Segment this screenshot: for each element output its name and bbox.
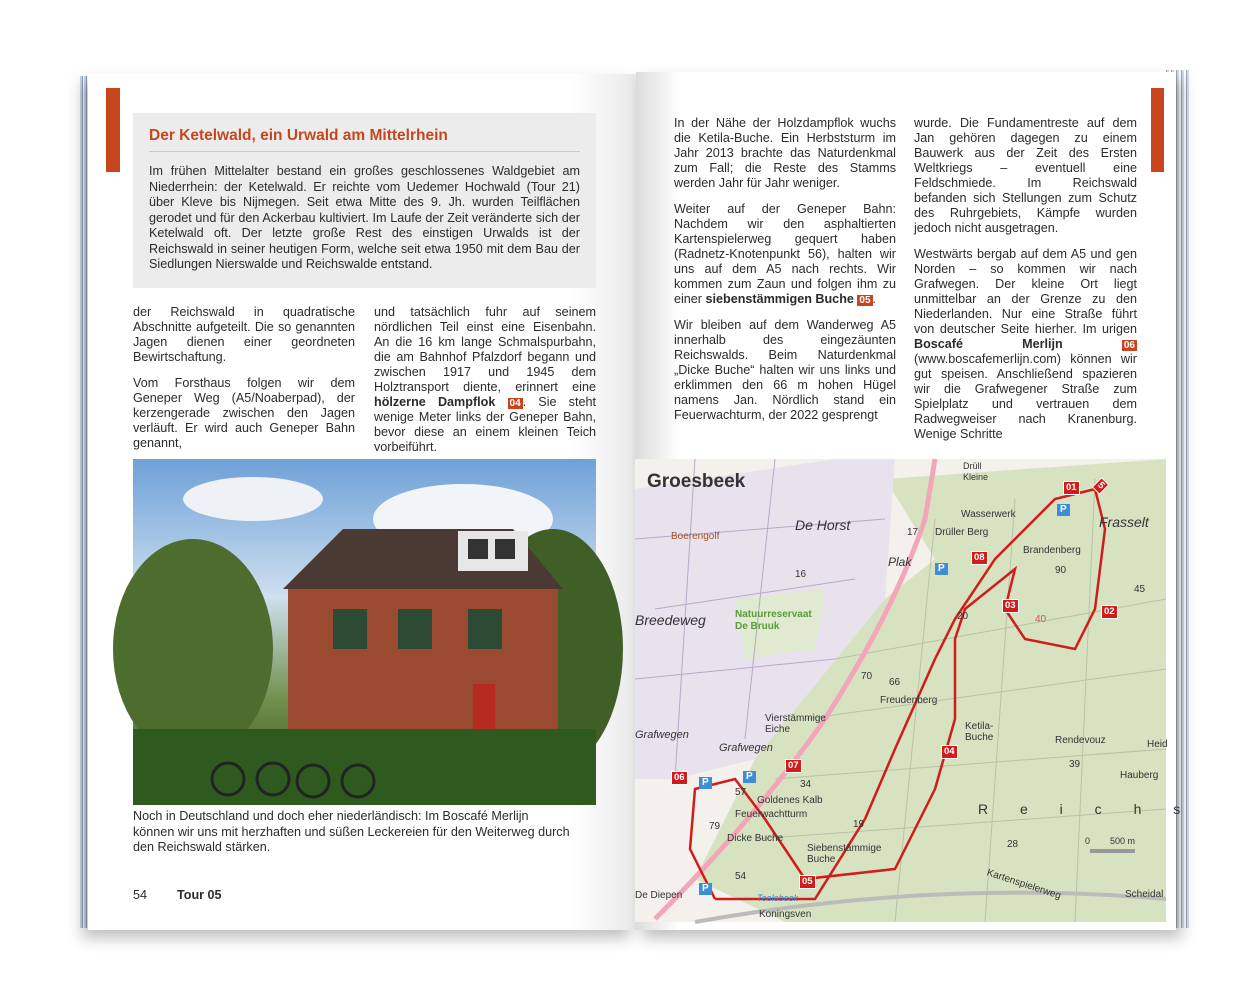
map-height: 79 [709, 821, 721, 832]
left-column-2 [374, 305, 596, 466]
paragraph: In der Nähe der Holzdampflok wuchs die Ketila-Buche. Ein Herbststurm im Jahr 2013 brachte das Naturdenkmal zum Fall; die Reste des Stamms werden Jahr für Jahr weniger. [674, 116, 896, 190]
waypoint-marker: 05 [799, 875, 816, 889]
map-height: 66 [889, 677, 901, 688]
waypoint-badge: 06 [1123, 340, 1135, 351]
route-map [635, 459, 1195, 922]
map-height: 70 [861, 671, 873, 682]
map-label: Grafwegen [635, 729, 689, 741]
map-height: 40 [1035, 614, 1047, 625]
waypoint-badge: 05 [859, 295, 871, 306]
paragraph: Westwärts bergab auf dem A5 und gen Norden – so kommen wir nach Grafwegen. Der kleine Ort liegt unmittelbar an der Grenze zu den Niederlanden. Nur eine Straße führt von deutscher Seite hierher. Im urigen Boscafé Merlijn 06 (www.boscafemerlijn.com) können wir gut speisen. Anschließend spazieren wir die Grafwegener Straße zum Spielplatz und vertrauen dem Radwegweiser nach Kranenburg. Wenige Schritte [914, 247, 1137, 441]
map-height: 54 [735, 871, 747, 882]
map-label: Teelebeek [757, 893, 799, 903]
map-height: 16 [795, 569, 807, 580]
map-label: Ketila-Buche [965, 721, 994, 743]
info-box-title: Der Ketelwald, ein Urwald am Mittelrhein [149, 127, 580, 152]
paragraph: Weiter auf der Geneper Bahn: Nachdem wir den asphaltierten Kartenspielerweg gequert haben (Radnetz-Knotenpunkt 56), halten wir uns auf dem A5 nach rechts. Wir kommen zum Zaun und folgen ihm zu einer siebenstämmigen Buche 05 . [674, 202, 896, 306]
paragraph: der Reichswald in quadratische Abschnitte aufgeteilt. Die so genannten Jagen dienen einer geordneten Bewirtschaftung. [133, 305, 355, 364]
waypoint-marker: 07 [785, 759, 802, 773]
paragraph: und tatsächlich fuhr auf seinem nördlichen Teil einst eine Eisenbahn. An die 16 km lange Schmalspurbahn, die am Bahnhof Pfalzdorf begann und zwischen 1917 und 1945 dem Holztransport diente, erinnert eine hölzerne Dampflok 04 . Sie steht wenige Meter links der Geneper Bahn, bevor diese an einem kleinen Teich vorbeiführt. [374, 305, 596, 454]
map-label: Vierstämmige Eiche [765, 713, 826, 735]
map-height: 39 [1069, 759, 1081, 770]
map-label: Boerengolf [671, 531, 720, 542]
map-label: Plak [888, 555, 912, 569]
info-box-text: Im frühen Mittelalter bestand ein großes geschlossenes Waldgebiet am Niederrhein: der Ketelwald. Er reichte vom Uedemer Hochwald (Tour 21) über Kleve bis Nijmegen. Seit etwa Mitte des 9. Jh. wurden Teilflächen gerodet und für den Ackerbau kultiviert. Im Laufe der Zeit veränderte sich der Ketelwald oft. Der letzte große Rest des einstigen Urwalds ist der Reichswald in seiner heutigen Form, welche seit etwa 1950 mit dem Bau der Siedlungen Nierswalde und Reichswalde entstand. [149, 164, 580, 271]
map-label: Wasserwerk [961, 509, 1016, 520]
map-label: Hauberg [1120, 770, 1159, 781]
map-label: Rendevouz [1055, 735, 1106, 746]
map-height: 34 [800, 779, 812, 790]
map-label: Grafwegen [719, 742, 773, 754]
waypoint-marker: 04 [941, 745, 958, 759]
map-label: Koningsven [759, 909, 812, 920]
map-label: Goldenes Kalb [757, 795, 823, 806]
map-label: Freudenberg [880, 695, 938, 706]
chapter-tab-left [106, 88, 120, 172]
tour-label: Tour 05 [177, 888, 222, 902]
waypoint-marker: 08 [971, 551, 988, 565]
chapter-tab-right [1151, 88, 1164, 172]
map-label: Frasselt [1099, 514, 1149, 530]
page-number: 54 [133, 888, 148, 902]
map-height: 57 [735, 787, 747, 798]
waypoint-marker: 03 [1002, 599, 1019, 613]
photo-boscafe-merlijn [133, 459, 596, 805]
parking-icon: P [935, 563, 948, 575]
map-label: De Diepen [635, 890, 683, 901]
map-height: 19 [853, 819, 865, 830]
parking-icon: P [699, 777, 712, 789]
map-label: Brandenberg [1023, 545, 1081, 556]
right-column-2 [914, 116, 1137, 453]
map-scale: 500 m [1110, 836, 1136, 846]
map-label: Heid [1147, 739, 1168, 750]
map-label: Drüll Kleine [963, 461, 989, 482]
map-height: 28 [1007, 839, 1019, 850]
waypoint-marker: 01 [1063, 481, 1080, 495]
waypoint-marker: 06 [671, 771, 688, 785]
map-label: Drüller Berg [935, 527, 989, 538]
route-sign-icon: 5 [1092, 477, 1110, 495]
map-label: R e i c h s [978, 801, 1195, 817]
map-label: Feuerwachtturm [735, 809, 808, 820]
map-label: Dicke Buche [727, 833, 784, 844]
map-label: Breedeweg [635, 612, 706, 628]
paragraph: wurde. Die Fundamentreste auf dem Jan gehören dagegen zu einem Bauwerk aus der Zeit des Ersten Weltkriegs – eventuell eine Feldschmiede. Im Reichswald befanden sich Stellungen zum Schutz des Ruhrgebiets, Kämpfe wurden jedoch nicht ausgetragen. [914, 116, 1137, 235]
map-height: 20 [957, 611, 969, 622]
paragraph: Vom Forsthaus folgen wir dem Geneper Weg (A5/Noaberpad), der kerzengerade zwischen den Jagen verläuft. Er wird auch Geneper Bahn genannt, [133, 376, 355, 450]
waypoint-badge: 04 [509, 398, 521, 409]
right-column-1 [674, 116, 896, 434]
photo-caption: Noch in Deutschland und doch eher niederländisch: Im Boscafé Merlijn können wir uns mit herzhaften und süßen Leckereien für den Weiterweg durch den Reichswald stärken. [133, 809, 570, 854]
map-label: Scheidal [1125, 889, 1164, 900]
map-label: Siebenstämmige Buche [807, 843, 882, 865]
left-column-1 [133, 305, 355, 462]
waypoint-marker: 02 [1101, 605, 1118, 619]
map-height: 17 [907, 527, 919, 538]
map-label: Natuurreservaat De Bruuk [735, 609, 812, 632]
map-height: 45 [1134, 584, 1146, 595]
parking-icon: P [1057, 504, 1070, 516]
map-label: De Horst [795, 517, 851, 533]
paragraph: Wir bleiben auf dem Wanderweg A5 innerhalb des eingezäunten Reichswalds. Beim Naturdenkmal „Dicke Buche“ halten wir uns links und erklimmen den 66 m hohen Hügel namens Jan. Nördlich stand ein Feuerwachturm, der 2022 gesprengt [674, 318, 896, 422]
parking-icon: P [699, 883, 712, 895]
map-label: Groesbeek [647, 471, 746, 492]
map-label: Kartenspielerweg [985, 867, 1063, 902]
map-scale-zero: 0 [1085, 836, 1091, 846]
info-box [133, 113, 596, 288]
parking-icon: P [743, 771, 756, 783]
map-height: 90 [1055, 565, 1067, 576]
